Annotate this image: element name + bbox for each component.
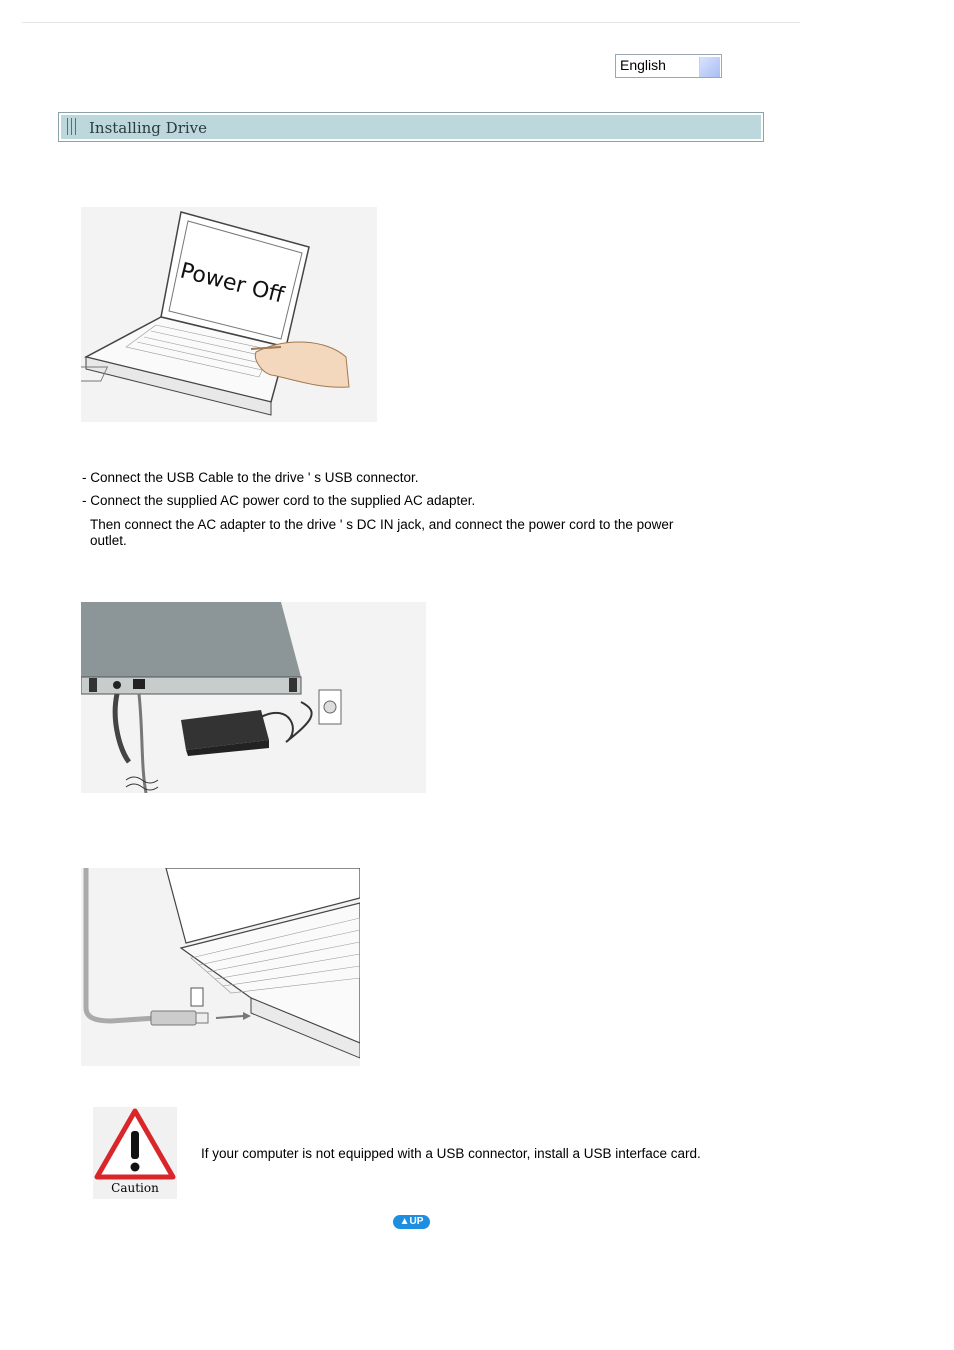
section-bars-icon xyxy=(67,118,79,140)
caution-warning-icon xyxy=(93,1107,177,1181)
usb-connection-illustration xyxy=(81,868,360,1066)
language-select[interactable] xyxy=(615,54,722,78)
power-off-screen-text: Power Off xyxy=(177,258,287,309)
section-title: Installing Drive xyxy=(89,119,208,137)
caution-text: If your computer is not equipped with a USB connector, install a USB interface card. xyxy=(201,1146,701,1161)
caution-box xyxy=(93,1107,177,1199)
drive-adapter-illustration xyxy=(81,602,426,793)
section-header xyxy=(58,112,764,142)
top-divider xyxy=(22,22,800,23)
instruction-step-2-continued: Then connect the AC adapter to the drive ' s DC IN jack, and connect the power cord to the power outlet. xyxy=(90,517,674,548)
caution-label: Caution xyxy=(111,1181,159,1195)
instruction-step-1: - Connect the USB Cable to the drive ' s USB connector. xyxy=(82,470,419,485)
up-button[interactable]: ▲UP xyxy=(393,1215,430,1229)
language-selected-value: English xyxy=(620,57,666,73)
power-off-illustration xyxy=(81,207,377,422)
dropdown-arrow-icon[interactable] xyxy=(699,57,720,77)
instruction-step-2: - Connect the supplied AC power cord to the supplied AC adapter. xyxy=(82,493,476,508)
